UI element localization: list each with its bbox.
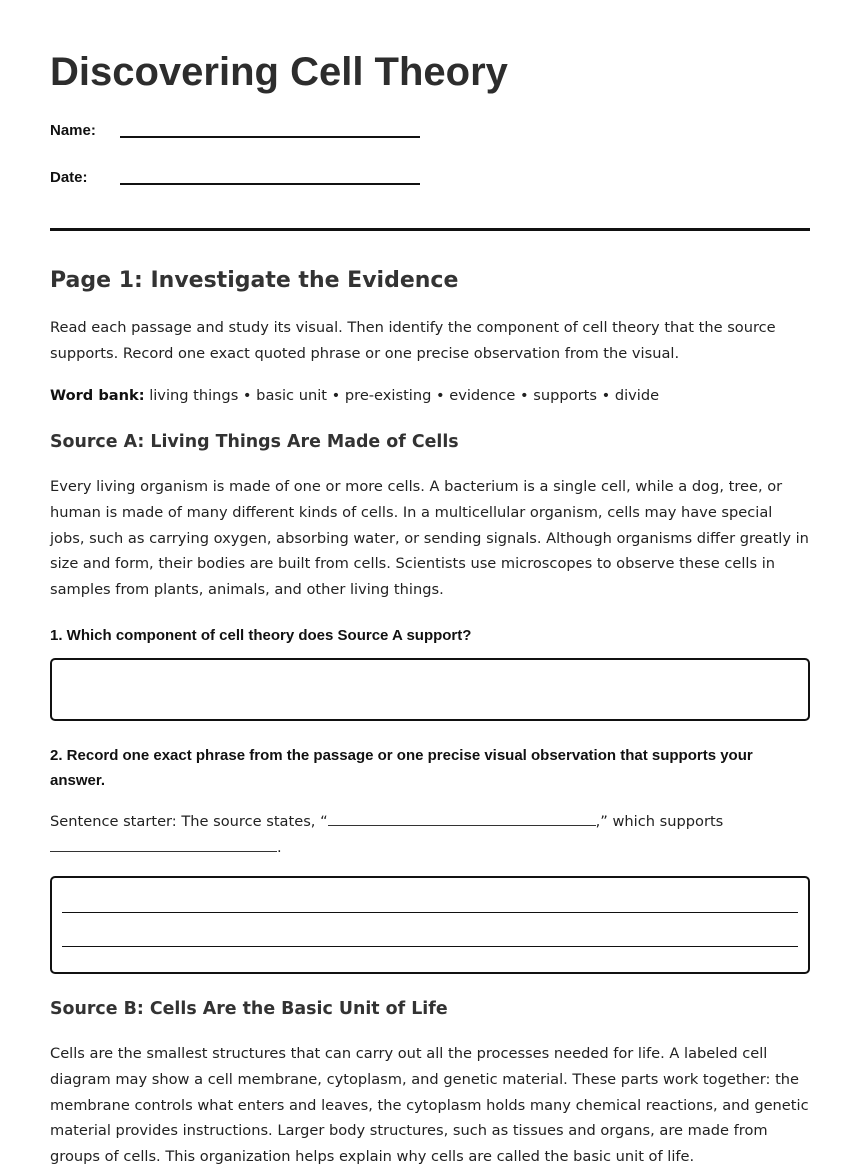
source-a-passage: Every living organism is made of one or more cells. A bacterium is a single cell, while a dog, tree, or human is made of many different kinds of cells. In a multicellular organism, cells may have special jobs, such as carrying oxygen, absorbing water, or sending signals. Although organisms differ greatly in size and form, their bodies are built from cells. Scientists use microscopes to observe these cells in samples from plants, animals, and other living things. bbox=[50, 478, 809, 599]
starter-middle: ,” which supports bbox=[595, 813, 724, 830]
starter-suffix: . bbox=[277, 838, 282, 856]
source-b-heading: Source B: Cells Are the Basic Unit of Life bbox=[50, 999, 448, 1019]
starter-blank-quote[interactable] bbox=[328, 811, 596, 826]
sentence-starter bbox=[50, 809, 810, 861]
answer-line bbox=[62, 912, 798, 913]
word-bank bbox=[50, 383, 810, 409]
question-2-answer-box[interactable] bbox=[50, 876, 810, 974]
instructions-paragraph: Read each passage and study its visual. Then identify the component of cell theory that the source supports. Record one exact quoted phrase or one precise observation from the visual. bbox=[50, 319, 776, 362]
question-1-answer-box[interactable] bbox=[50, 658, 810, 721]
name-field-row bbox=[50, 122, 430, 152]
answer-line bbox=[62, 946, 798, 947]
name-label: Name: bbox=[50, 122, 96, 139]
page-title: Discovering Cell Theory bbox=[50, 50, 508, 94]
date-label: Date: bbox=[50, 169, 88, 186]
section-heading: Page 1: Investigate the Evidence bbox=[50, 268, 459, 293]
question-1: 1. Which component of cell theory does Source A support? bbox=[50, 627, 472, 644]
starter-blank-component[interactable] bbox=[50, 837, 277, 852]
question-2: 2. Record one exact phrase from the passage or one precise visual observation that supports your answer. bbox=[50, 747, 753, 789]
name-input-line[interactable] bbox=[120, 136, 420, 138]
word-bank-items: living things • basic unit • pre-existing • evidence • supports • divide bbox=[149, 387, 660, 404]
source-b-passage: Cells are the smallest structures that can carry out all the processes needed for life. A labeled cell diagram may show a cell membrane, cytoplasm, and genetic material. These parts work together: the membrane controls what enters and leaves, the cytoplasm holds many chemical reactions, and genetic material provides instructions. Larger body structures, such as tissues and organs, are made from groups of cells. This organization helps explain why cells are called the basic unit of life. bbox=[50, 1045, 809, 1166]
starter-prefix: Sentence starter: The source states, “ bbox=[50, 813, 328, 830]
header-divider bbox=[50, 228, 810, 231]
word-bank-label: Word bank: bbox=[50, 387, 145, 404]
source-a-heading: Source A: Living Things Are Made of Cells bbox=[50, 432, 459, 452]
date-input-line[interactable] bbox=[120, 183, 420, 185]
date-field-row bbox=[50, 169, 430, 199]
